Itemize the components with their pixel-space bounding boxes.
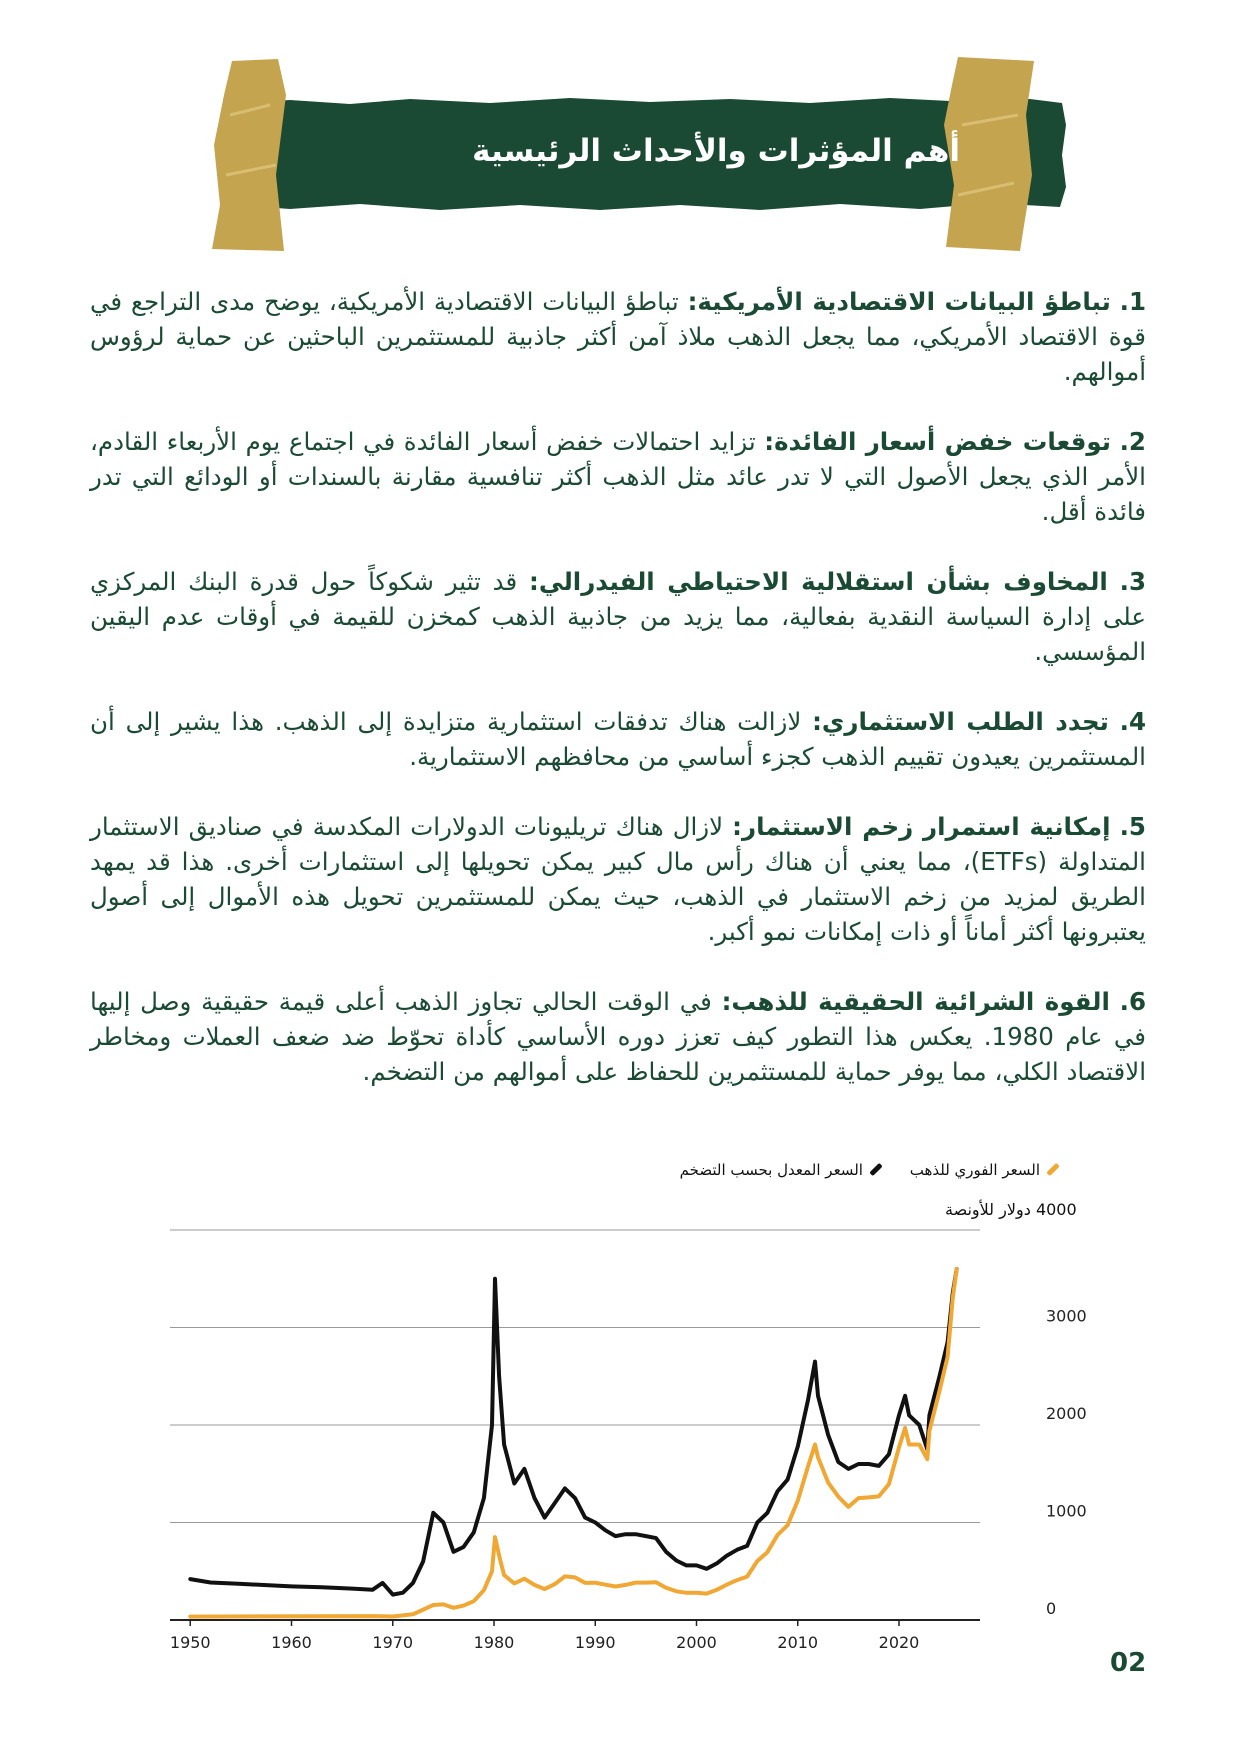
x-tick-label: 1960 [271,1633,312,1652]
paragraph-heading: تجدد الطلب الاستثماري: [812,707,1109,736]
banner-title: أهم المؤثرات والأحداث الرئيسية [472,133,960,169]
series-line-spot [190,1269,956,1617]
x-tick-label: 2010 [777,1633,819,1652]
y-top-tick: 4000 [1035,1200,1077,1219]
paragraph-text: لازال هناك تريليونات الدولارات المكدسة في صناديق الاستثمار المتداولة (ETFs)، مما يعني أن هناك رأس مال كبير يمكن تحويلها إلى استثمارات أخرى. هذا قد يمهد الطريق لمزيد من زخم الاستثمار في الذهب، حيث يمكن للمستثمرين تحويل هذه الأموال إلى أصول يعتبرونها أكثر أماناً أو ذات إمكانات نمو أكبر. [90,812,1146,946]
paragraph-heading: توقعات خفض أسعار الفائدة: [764,427,1111,456]
paragraph-number: 1. [1119,287,1146,316]
section-banner [230,95,1070,213]
paragraph-number: 6. [1119,987,1146,1016]
y-axis-label: دولار للأونصة [945,1200,1031,1219]
x-tick-label: 1980 [473,1633,515,1652]
x-tick-label: 1990 [574,1633,616,1652]
paragraph-text: قد تثير شكوكاً حول قدرة البنك المركزي على إدارة السياسة النقدية بفعالية، مما يزيد من جاذبية الذهب كمخزن للقيمة في أوقات عدم اليقين المؤسسي. [90,567,1146,666]
legend-label-adjusted: السعر المعدل بحسب التضخم [679,1160,863,1179]
gold-price-chart [140,1150,1087,1670]
x-tick-label: 2000 [676,1633,717,1652]
content-body [90,284,1146,1124]
paragraph-1 [90,284,1146,389]
paragraph-number: 3. [1119,567,1147,596]
y-axis-unit-label [945,1200,1077,1219]
y-tick-label: 2000 [1046,1404,1087,1423]
paragraph-text: تباطؤ البيانات الاقتصادية الأمريكية، يوضح مدى التراجع في قوة الاقتصاد الأمريكي، مما يجعل الذهب ملاذ آمن أكثر جاذبية للمستثمرين الباحثين عن حماية لرؤوس أموالهم. [90,287,1146,386]
x-tick-label: 1970 [372,1633,414,1652]
y-tick-label: 0 [1046,1599,1057,1618]
x-tick-label: 1950 [169,1633,211,1652]
x-tick-label: 2020 [878,1633,920,1652]
paragraph-6 [90,984,1146,1089]
y-tick-label: 1000 [1046,1501,1087,1521]
paragraph-5 [90,809,1146,949]
paragraph-heading: القوة الشرائية الحقيقية للذهب: [721,987,1110,1016]
paragraph-4 [90,704,1146,774]
paragraph-text: تزايد احتمالات خفض أسعار الفائدة في اجتماع يوم الأربعاء القادم، الأمر الذي يجعل الأصول التي لا تدر عائد مثل الذهب أكثر تنافسية مقارنة بالسندات أو الودائع التي تدر فائدة أقل. [90,427,1146,526]
paragraph-text: لازالت هناك تدفقات استثمارية متزايدة إلى الذهب. هذا يشير إلى أن المستثمرين يعيدون تقييم الذهب كجزء أساسي من محافظهم الاستثمارية. [90,707,1146,771]
paragraph-heading: تباطؤ البيانات الاقتصادية الأمريكية: [687,287,1111,316]
page-number: 02 [1110,1648,1147,1678]
paragraph-3 [90,564,1146,669]
left-tape [210,55,300,255]
paragraph-text: في الوقت الحالي تجاوز الذهب أعلى قيمة حقيقية وصل إليها في عام 1980. يعكس هذا التطور كيف تعزز دوره الأساسي كأداة تحوّط ضد ضعف العملات ومخاطر الاقتصاد الكلي، مما يوفر حماية للمستثمرين للحفاظ على أموالهم من التضخم. [90,987,1146,1086]
paragraph-2 [90,424,1146,529]
paragraph-number: 4. [1119,707,1146,736]
paragraph-heading: المخاوف بشأن استقلالية الاحتياطي الفيدرالي: [529,567,1108,596]
legend-label-spot: السعر الفوري للذهب [909,1160,1040,1179]
paragraph-heading: إمكانية استمرار زخم الاستثمار: [732,812,1111,841]
series-line-adjusted [190,1269,956,1595]
y-tick-label: 3000 [1046,1306,1087,1326]
paragraph-number: 5. [1119,812,1146,841]
paragraph-number: 2. [1119,427,1146,456]
